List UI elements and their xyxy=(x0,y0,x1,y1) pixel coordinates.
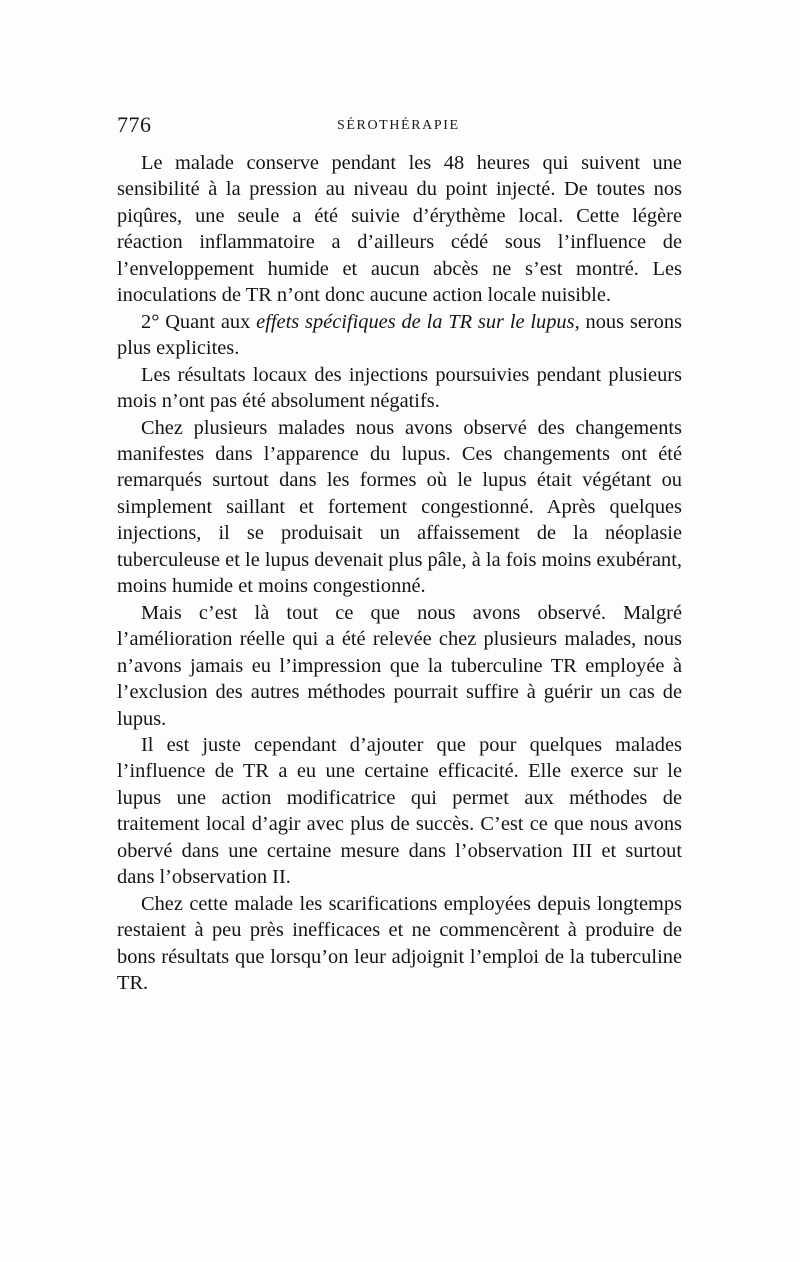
paragraph: Chez plusieurs malades nous avons observé des changements manifestes dans l’apparence du lupus. Ces changements ont été remarqués surtout dans les formes où le lupus était végétant ou simplement saillant et fortement congestionné. Après quelques injections, il se produisait un affaissement de la néoplasie tuberculeuse et le lupus devenait plus pâle, à la fois moins exubérant, moins humide et moins congestionné. xyxy=(117,416,682,598)
paragraph: Il est juste cependant d’ajouter que pour quelques malades l’influence de TR a eu une certaine efficacité. Elle exerce sur le lupus une action modificatrice qui permet aux méthodes de traitement local d’agir avec plus de succès. C’est ce que nous avons obervé dans une certaine mesure dans l’observation III et surtout dans l’observation II. xyxy=(117,733,682,889)
page-number: 776 xyxy=(117,112,152,137)
running-head: SÉROTHÉRAPIE xyxy=(337,118,460,133)
paragraph: Le malade conserve pendant les 48 heures qui suivent une sensibilité à la pression au niveau du point injecté. De toutes nos piqûres, une seule a été suivie d’érythème local. Cette légère réaction inflammatoire a d’ailleurs cédé sous l’influence de l’enveloppement humide et aucun abcès ne s’est montré. Les inoculations de TR n’ont donc aucune action locale nuisible. xyxy=(117,152,682,307)
body-text xyxy=(117,150,682,997)
italic-phrase: effets spécifiques de la TR sur le lupus, xyxy=(256,310,580,333)
paragraph-lead: 2° Quant aux xyxy=(141,310,257,333)
paragraph: Mais c’est là tout ce que nous avons observé. Malgré l’amélioration réelle qui a été relevée chez plusieurs malades, nous n’avons jamais eu l’impression que la tuberculine TR employée à l’exclusion des autres méthodes pourrait suffire à guérir un cas de lupus. xyxy=(117,601,682,730)
page-header xyxy=(117,112,682,142)
paragraph: Chez cette malade les scarifications employées depuis longtemps restaient à peu près inefficaces et ne commencèrent à produire de bons résultats que lorsqu’on leur adjoignit l’emploi de la tuberculine TR. xyxy=(117,892,682,995)
paragraph: Les résultats locaux des injections poursuivies pendant plusieurs mois n’ont pas été absolument négatifs. xyxy=(117,363,682,413)
paragraph-tail: nous serons plus explicites. xyxy=(117,310,682,360)
paragraph xyxy=(117,309,682,362)
